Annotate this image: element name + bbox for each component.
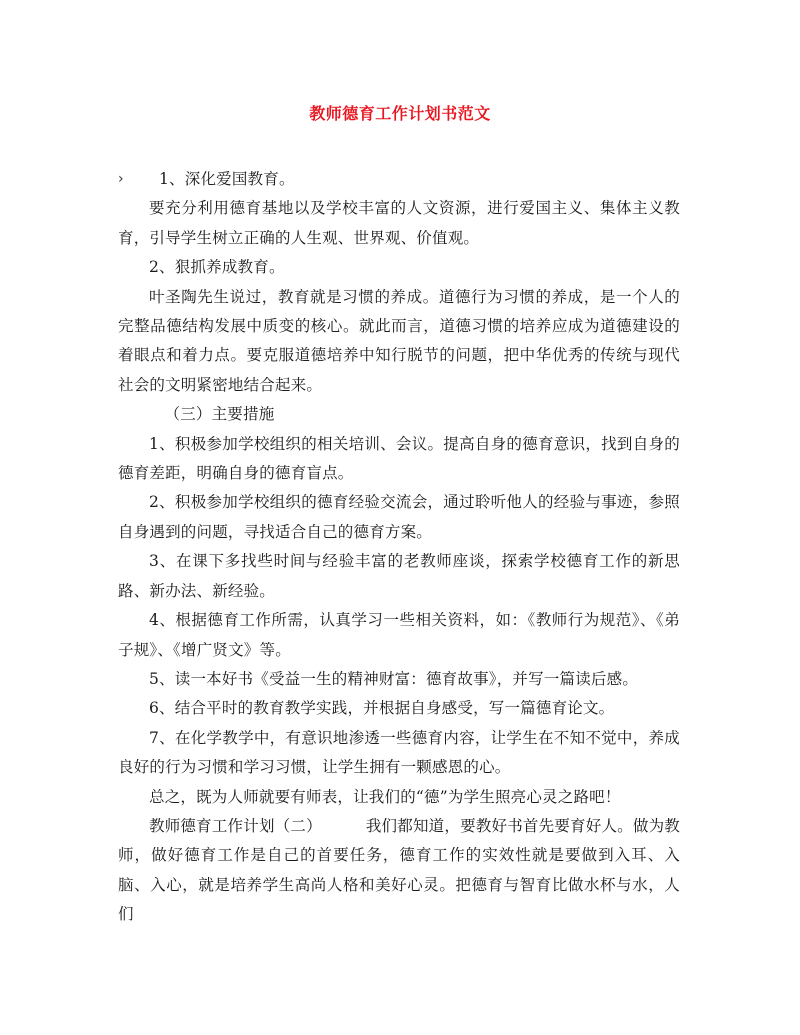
plan-two-text: 我们都知道，要教好书首先要育好人。做为教师，做好德育工作是自己的首要任务，德育工作的实效性就是要做到入耳、入脑、入心，就是培养学生高尚人格和美好心灵。把德育与智育比做水杯与水，人们 [118,816,680,924]
paragraph-4: 叶圣陶先生说过，教育就是习惯的养成。道德行为习惯的养成，是一个人的完整品德结构发展中质变的核心。就此而言，道德习惯的培养应成为道德建设的着眼点和着力点。要克服道德培养中知行脱节的问题，把中华优秀的传统与现代社会的文明紧密地结合起来。 [118,287,680,394]
paragraph-1: 1、深化爱国教育。 [159,170,295,188]
paragraph-12: 7、在化学教学中，有意识地渗透一些德育内容，让学生在不知不觉中，养成良好的行为习惯和学习习惯，让学生拥有一颗感恩的心。 [118,728,680,777]
paragraph-13: 总之，既为人师就要有师表，让我们的“德”为学生照亮心灵之路吧！ [149,787,621,806]
paragraph-11: 6、结合平时的教育教学实践，并根据自身感受，写一篇德育论文。 [149,699,615,718]
document-body [118,165,680,930]
bullet-paragraph [118,165,680,194]
paragraph-2: 要充分利用德育基地以及学校丰富的人文资源，进行爱国主义、集体主义教育，引导学生树立正确的人生观、世界观、价值观。 [118,199,680,247]
section-heading: （三）主要措施 [164,405,275,424]
paragraph-7: 2、积极参加学校组织的德育经验交流会，通过聆听他人的经验与事迹，参照自身遇到的问题，寻找适合自己的德育方案。 [118,493,680,541]
chevron-right-icon: › [118,171,124,187]
paragraph-14 [118,812,680,930]
document-title: 教师德育工作计划书范文 [309,104,491,123]
paragraph-3: 2、狠抓养成教育。 [149,258,285,277]
paragraph-8: 3、在课下多找些时间与经验丰富的老教师座谈，探索学校德育工作的新思路、新办法、新经验。 [118,552,680,600]
paragraph-6: 1、积极参加学校组织的相关培训、会议。提高自身的德育意识，找到自身的德育差距，明确自身的德育盲点。 [118,434,680,483]
paragraph-9: 4、根据德育工作所需，认真学习一些相关资料，如：《教师行为规范》、《弟子规》、《增广贤文》等。 [118,611,680,659]
paragraph-10: 5、读一本好书《受益一生的精神财富：德育故事》，并写一篇读后感。 [149,669,639,688]
plan-two-heading: 教师德育工作计划（二） [149,816,322,835]
